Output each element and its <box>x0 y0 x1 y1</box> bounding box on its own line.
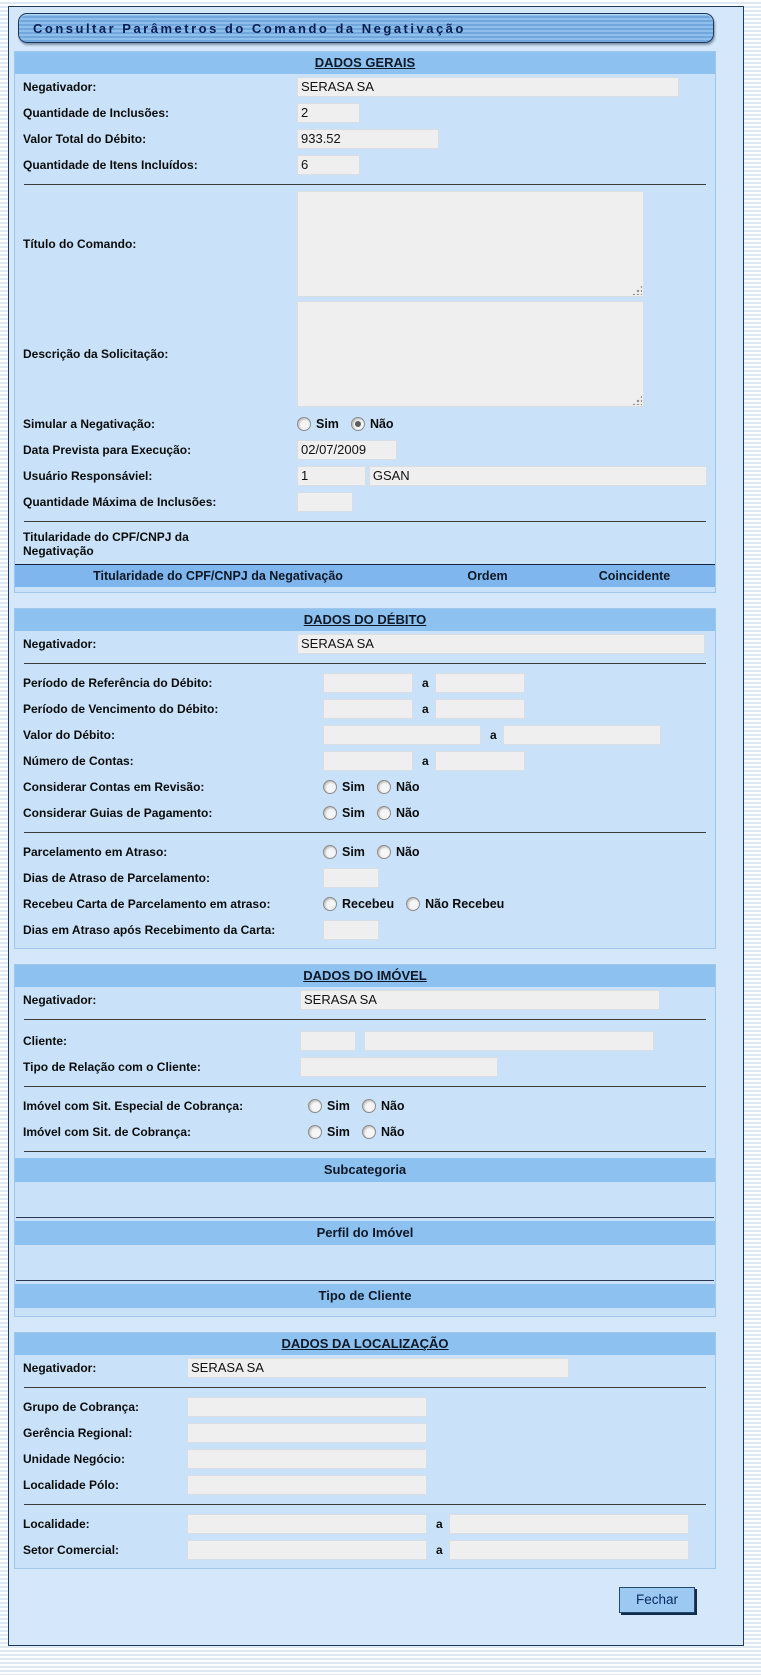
qtd-inclusoes-input[interactable]: 2 <box>297 103 360 123</box>
guias-pagamento-nao-label: Não <box>395 806 420 820</box>
periodo-referencia-label: Período de Referência do Débito: <box>23 676 213 690</box>
setor-comercial-label: Setor Comercial: <box>23 1543 120 1557</box>
cliente-codigo-input[interactable] <box>300 1031 356 1051</box>
range-separator: a <box>422 754 429 768</box>
periodo-referencia-range <box>323 673 525 693</box>
numero-contas-row <box>15 748 715 774</box>
simular-nao-label: Não <box>369 417 394 431</box>
fechar-button[interactable]: Fechar <box>619 1587 695 1613</box>
negativador-input[interactable]: SERASA SA <box>297 77 679 97</box>
periodo-vencimento-row <box>15 696 715 722</box>
divider <box>24 1019 706 1020</box>
negativador-label: Negativador: <box>23 637 97 651</box>
gerencia-regional-input[interactable] <box>187 1423 427 1443</box>
descricao-row <box>15 301 715 407</box>
valor-debito-range <box>323 725 661 745</box>
section-header-dados-gerais <box>15 52 715 74</box>
contas-revisao-sim-radio[interactable] <box>323 780 337 794</box>
localidade-row <box>15 1511 715 1537</box>
divider <box>24 1086 706 1087</box>
negativador-input[interactable]: SERASA SA <box>297 634 705 654</box>
titulo-comando-row <box>15 191 715 297</box>
qtd-itens-label: Quantidade de Itens Incluídos: <box>23 158 198 172</box>
sit-especial-sim-label: Sim <box>327 1099 350 1113</box>
recebeu-carta-label: Recebeu Carta de Parcelamento em atraso: <box>23 897 271 911</box>
page-title-bar <box>18 13 714 43</box>
simular-sim-radio[interactable] <box>297 417 311 431</box>
negativador-row <box>15 631 715 657</box>
dias-apos-carta-row <box>15 917 715 943</box>
section-title: DADOS DO DÉBITO <box>303 612 427 627</box>
sit-cobranca-label: Imóvel com Sit. de Cobrança: <box>23 1125 192 1139</box>
usuario-nome-input[interactable]: GSAN <box>369 466 707 486</box>
recebeu-carta-row <box>15 891 715 917</box>
numero-contas-de-input[interactable] <box>323 751 413 771</box>
titulo-comando-label: Título do Comando: <box>23 237 137 251</box>
recebeu-radio[interactable] <box>323 897 337 911</box>
dias-atraso-row <box>15 865 715 891</box>
periodo-referencia-de-input[interactable] <box>323 673 413 693</box>
grupo-cobranca-row <box>15 1394 715 1420</box>
periodo-vencimento-de-input[interactable] <box>323 699 413 719</box>
divider <box>24 1387 706 1388</box>
numero-contas-ate-input[interactable] <box>435 751 525 771</box>
range-separator: a <box>436 1543 443 1557</box>
dias-atraso-label: Dias de Atraso de Parcelamento: <box>23 871 210 885</box>
usuario-codigo-input[interactable]: 1 <box>297 466 366 486</box>
recebeu-label: Recebeu <box>342 897 395 911</box>
page-title: Consultar Parâmetros do Comando da Negativação <box>33 20 466 36</box>
parcelamento-sim-label: Sim <box>342 845 365 859</box>
divider <box>24 1504 706 1505</box>
valor-total-input[interactable]: 933.52 <box>297 129 439 149</box>
range-separator: a <box>422 676 429 690</box>
nao-recebeu-radio[interactable] <box>406 897 420 911</box>
titularidade-block <box>15 528 715 564</box>
section-dados-gerais <box>14 51 716 593</box>
periodo-vencimento-range <box>323 699 525 719</box>
data-prevista-input[interactable]: 02/07/2009 <box>297 440 397 460</box>
negativador-row <box>15 1355 715 1381</box>
cliente-label: Cliente: <box>23 1034 68 1048</box>
setor-comercial-ate-input[interactable] <box>449 1540 689 1560</box>
section-header-dados-localizacao <box>15 1333 715 1355</box>
negativador-input[interactable]: SERASA SA <box>187 1358 569 1378</box>
parcelamento-sim-radio[interactable] <box>323 845 337 859</box>
grupo-cobranca-input[interactable] <box>187 1397 427 1417</box>
dias-atraso-input[interactable] <box>323 868 379 888</box>
range-separator: a <box>422 702 429 716</box>
cliente-nome-input[interactable] <box>364 1031 654 1051</box>
guias-pagamento-sim-label: Sim <box>342 806 365 820</box>
simular-row <box>15 411 715 437</box>
sit-especial-row <box>15 1093 715 1119</box>
range-separator: a <box>490 728 497 742</box>
negativador-label: Negativador: <box>23 1361 97 1375</box>
sit-cobranca-sim-radio[interactable] <box>308 1125 322 1139</box>
qtd-maxima-label: Quantidade Máxima de Inclusões: <box>23 495 217 509</box>
simular-nao-radio[interactable] <box>351 417 365 431</box>
tipo-relacao-row <box>15 1054 715 1080</box>
parcelamento-atraso-row <box>15 839 715 865</box>
tipo-cliente-header: Tipo de Cliente <box>15 1284 715 1308</box>
valor-debito-ate-input[interactable] <box>503 725 661 745</box>
negativador-label: Negativador: <box>23 80 97 94</box>
numero-contas-range <box>323 751 525 771</box>
dias-apos-carta-label: Dias em Atraso após Recebimento da Carta: <box>23 923 276 937</box>
nao-recebeu-label: Não Recebeu <box>425 897 505 911</box>
perfil-empty-area <box>15 1245 715 1280</box>
tipo-relacao-input[interactable] <box>300 1057 498 1077</box>
qtd-inclusoes-label: Quantidade de Inclusões: <box>23 106 170 120</box>
section-header-dados-debito <box>15 609 715 631</box>
contas-revisao-nao-label: Não <box>395 780 420 794</box>
section-title: DADOS DO IMÓVEL <box>303 968 427 983</box>
subcategoria-empty-area <box>15 1182 715 1217</box>
contas-revisao-row <box>15 774 715 800</box>
guias-pagamento-row <box>15 800 715 826</box>
band-divider <box>16 1280 714 1281</box>
footer-bar <box>9 1587 695 1613</box>
titularidade-label: Titularidade do CPF/CNPJ da Negativação <box>23 530 189 558</box>
localidade-ate-input[interactable] <box>449 1514 689 1534</box>
section-title: DADOS DA LOCALIZAÇÃO <box>281 1336 449 1351</box>
contas-revisao-label: Considerar Contas em Revisão: <box>23 780 205 794</box>
sit-cobranca-row <box>15 1119 715 1145</box>
numero-contas-label: Número de Contas: <box>23 754 134 768</box>
section-dados-imovel <box>14 964 716 1317</box>
qtd-inclusoes-row <box>15 100 715 126</box>
tipo-relacao-label: Tipo de Relação com o Cliente: <box>23 1060 201 1074</box>
gerencia-regional-row <box>15 1420 715 1446</box>
cliente-row <box>15 1028 715 1054</box>
guias-pagamento-sim-radio[interactable] <box>323 806 337 820</box>
titularidade-table-header <box>15 564 715 587</box>
contas-revisao-nao-radio[interactable] <box>377 780 391 794</box>
divider <box>24 832 706 833</box>
section-title: DADOS GERAIS <box>314 55 416 70</box>
section-dados-debito <box>14 608 716 949</box>
col-coincidente: Coincidente <box>598 569 671 583</box>
qtd-itens-input[interactable]: 6 <box>297 155 360 175</box>
sit-especial-nao-radio[interactable] <box>362 1099 376 1113</box>
usuario-label: Usuário Responsáviel: <box>23 469 153 483</box>
valor-debito-row <box>15 722 715 748</box>
data-prevista-label: Data Prevista para Execução: <box>23 443 192 457</box>
parcelamento-atraso-label: Parcelamento em Atraso: <box>23 845 168 859</box>
data-prevista-row <box>15 437 715 463</box>
band-divider <box>16 1217 714 1218</box>
localidade-polo-label: Localidade Pólo: <box>23 1478 120 1492</box>
parcelamento-nao-radio[interactable] <box>377 845 391 859</box>
guias-pagamento-label: Considerar Guias de Pagamento: <box>23 806 213 820</box>
localidade-de-input[interactable] <box>187 1514 427 1534</box>
divider <box>24 1151 706 1152</box>
negativador-row <box>15 74 715 100</box>
col-titularidade: Titularidade do CPF/CNPJ da Negativação <box>93 569 343 583</box>
periodo-vencimento-label: Período de Vencimento do Débito: <box>23 702 219 716</box>
sit-cobranca-sim-label: Sim <box>327 1125 350 1139</box>
localidade-label: Localidade: <box>23 1517 90 1531</box>
unidade-negocio-input[interactable] <box>187 1449 427 1469</box>
main-container <box>8 6 744 1646</box>
perfil-imovel-header: Perfil do Imóvel <box>15 1221 715 1245</box>
sit-especial-sim-radio[interactable] <box>308 1099 322 1113</box>
valor-total-row <box>15 126 715 152</box>
sit-cobranca-nao-radio[interactable] <box>362 1125 376 1139</box>
usuario-row <box>15 463 715 489</box>
descricao-textarea[interactable] <box>297 301 644 407</box>
qtd-maxima-row <box>15 489 715 515</box>
setor-comercial-row <box>15 1537 715 1563</box>
setor-comercial-range <box>187 1540 689 1560</box>
divider <box>24 663 706 664</box>
sit-especial-label: Imóvel com Sit. Especial de Cobrança: <box>23 1099 244 1113</box>
subcategoria-header: Subcategoria <box>15 1158 715 1182</box>
setor-comercial-de-input[interactable] <box>187 1540 427 1560</box>
simular-sim-label: Sim <box>316 417 339 431</box>
sit-especial-nao-label: Não <box>380 1099 405 1113</box>
valor-debito-de-input[interactable] <box>323 725 481 745</box>
col-ordem: Ordem <box>467 569 508 583</box>
periodo-vencimento-ate-input[interactable] <box>435 699 525 719</box>
titulo-comando-textarea[interactable] <box>297 191 644 297</box>
negativador-row <box>15 987 715 1013</box>
range-separator: a <box>436 1517 443 1531</box>
localidade-range <box>187 1514 689 1534</box>
guias-pagamento-nao-radio[interactable] <box>377 806 391 820</box>
unidade-negocio-label: Unidade Negócio: <box>23 1452 126 1466</box>
divider <box>24 521 706 522</box>
dias-apos-carta-input[interactable] <box>323 920 379 940</box>
divider <box>24 184 706 185</box>
negativador-input[interactable]: SERASA SA <box>300 990 660 1010</box>
localidade-polo-input[interactable] <box>187 1475 427 1495</box>
gerencia-regional-label: Gerência Regional: <box>23 1426 133 1440</box>
sit-cobranca-nao-label: Não <box>380 1125 405 1139</box>
localidade-polo-row <box>15 1472 715 1498</box>
negativador-label: Negativador: <box>23 993 97 1007</box>
unidade-negocio-row <box>15 1446 715 1472</box>
qtd-maxima-input[interactable] <box>297 492 353 512</box>
qtd-itens-row <box>15 152 715 178</box>
periodo-referencia-ate-input[interactable] <box>435 673 525 693</box>
section-header-dados-imovel <box>15 965 715 987</box>
grupo-cobranca-label: Grupo de Cobrança: <box>23 1400 140 1414</box>
contas-revisao-sim-label: Sim <box>342 780 365 794</box>
section-dados-localizacao <box>14 1332 716 1569</box>
parcelamento-nao-label: Não <box>395 845 420 859</box>
simular-label: Simular a Negativação: <box>23 417 156 431</box>
descricao-label: Descrição da Solicitação: <box>23 347 169 361</box>
periodo-referencia-row <box>15 670 715 696</box>
valor-debito-label: Valor do Débito: <box>23 728 116 742</box>
valor-total-label: Valor Total do Débito: <box>23 132 147 146</box>
